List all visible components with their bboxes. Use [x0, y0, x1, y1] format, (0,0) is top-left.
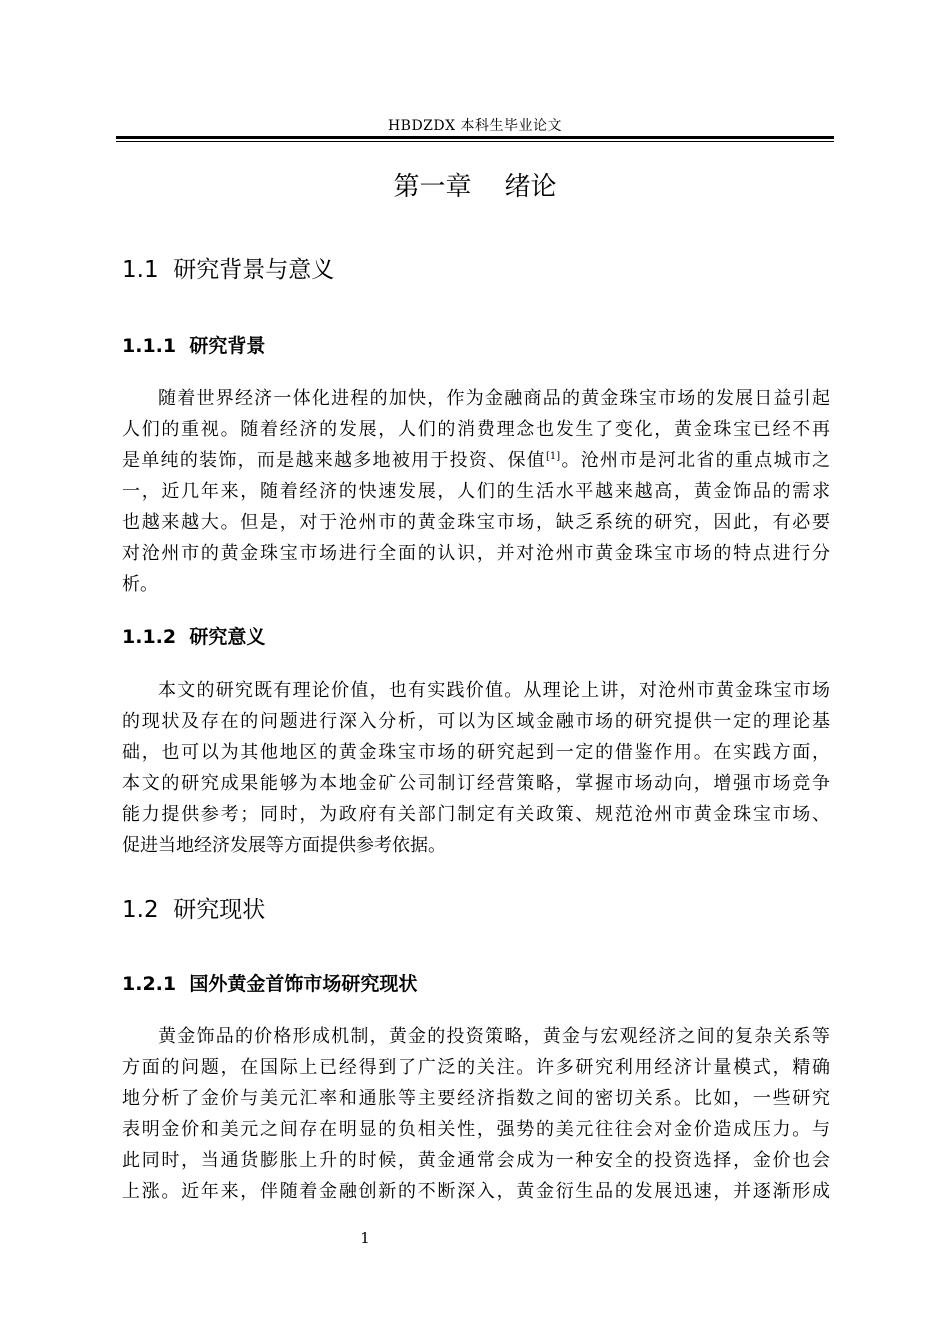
paragraph-line: 的现状及存在的问题进行深入分析，可以为区域金融市场的研究提供一定的理论基	[122, 711, 830, 732]
paragraph-line: 能力提供参考；同时，为政府有关部门制定有关政策、规范沧州市黄金珠宝市场、	[122, 804, 830, 825]
paragraph-line: 对沧州市的黄金珠宝市场进行全面的认识，并对沧州市黄金珠宝市场的特点进行分	[122, 543, 830, 564]
paragraph-foreign-research-status	[122, 1021, 830, 1207]
subsection-heading-1-1-2: 1.1.2 研究意义	[122, 626, 266, 648]
paragraph-line: 随着世界经济一体化进程的加快，作为金融商品的黄金珠宝市场的发展日益引起	[158, 388, 830, 409]
subsection-heading-1-2-1: 1.2.1 国外黄金首饰市场研究现状	[122, 973, 418, 995]
paragraph-line-with-citation	[122, 445, 830, 476]
paragraph-line: 黄金饰品的价格形成机制，黄金的投资策略，黄金与宏观经济之间的复杂关系等	[158, 1026, 830, 1047]
section-heading-1-1: 1.1 研究背景与意义	[122, 257, 335, 283]
paragraph-line: 人们的重视。随着经济的发展，人们的消费理念也发生了变化，黄金珠宝已经不再	[122, 419, 830, 440]
paragraph-line: 础，也可以为其他地区的黄金珠宝市场的研究起到一定的借鉴作用。在实践方面，	[122, 742, 830, 763]
paragraph-line: 本文的研究成果能够为本地金矿公司制订经营策略，掌握市场动向，增强市场竞争	[122, 773, 830, 794]
section-heading-1-2: 1.2 研究现状	[122, 897, 266, 923]
paragraph-line: 此同时，当通货膨胀上升的时候，黄金通常会成为一种安全的投资选择，金价也会	[122, 1150, 830, 1171]
header-rule-thick	[116, 136, 834, 139]
paragraph-line: 也越来越大。但是，对于沧州市的黄金珠宝市场，缺乏系统的研究，因此，有必要	[122, 512, 830, 533]
paragraph-line: 一，近几年来，随着经济的快速发展，人们的生活水平越来越高，黄金饰品的需求	[122, 481, 830, 502]
paragraph-line-part: 。沧州市是河北省的重点城市之	[560, 450, 831, 471]
paragraph-line: 地分析了金价与美元汇率和通胀等主要经济指数之间的密切关系。比如，一些研究	[122, 1088, 830, 1109]
paragraph-line: 方面的问题，在国际上已经得到了广泛的关注。许多研究利用经济计量模式，精确	[122, 1057, 830, 1078]
header-rule-thin	[116, 141, 834, 142]
paragraph-research-significance	[122, 675, 830, 861]
page-number: 1	[360, 1229, 370, 1247]
subsection-heading-1-1-1: 1.1.1 研究背景	[122, 335, 266, 357]
running-header: HBDZDX 本科生毕业论文	[387, 118, 563, 134]
paragraph-research-background	[122, 383, 830, 600]
paragraph-line: 表明金价和美元之间存在明显的负相关性，强势的美元往往会对金价造成压力。与	[122, 1119, 830, 1140]
paragraph-line: 析。	[122, 574, 158, 595]
paragraph-line: 上涨。近年来，伴随着金融创新的不断深入，黄金衍生品的发展迅速，并逐渐形成	[122, 1181, 830, 1202]
paragraph-line-part: 是单纯的装饰，而是越来越多地被用于投资、保值	[122, 450, 547, 471]
paragraph-line: 本文的研究既有理论价值，也有实践价值。从理论上讲，对沧州市黄金珠宝市场	[158, 680, 830, 701]
citation-marker: [1]	[546, 451, 561, 462]
chapter-title: 第一章 绪论	[393, 172, 557, 202]
paragraph-line: 促进当地经济发展等方面提供参考依据。	[122, 835, 446, 856]
